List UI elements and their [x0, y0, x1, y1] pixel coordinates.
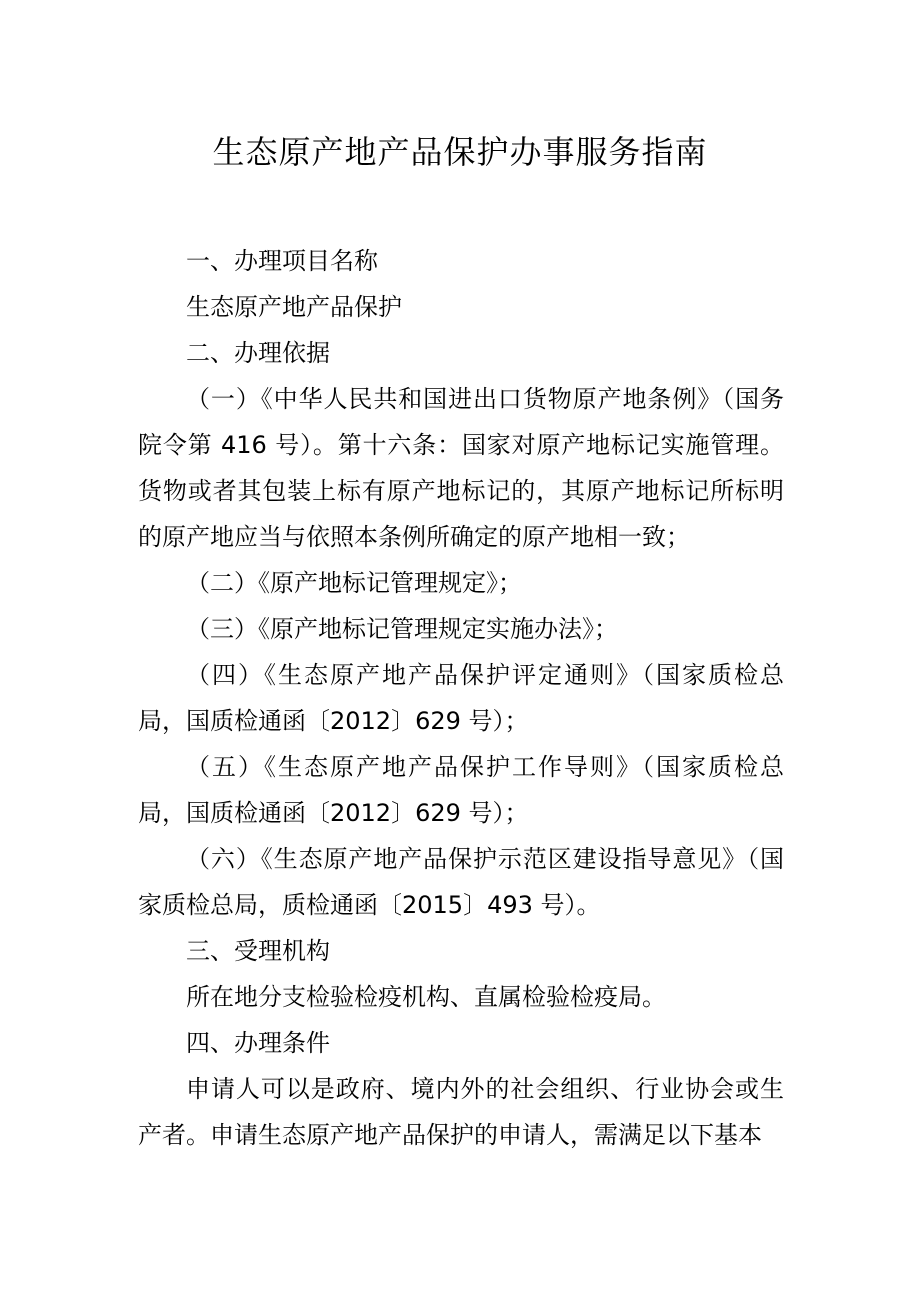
section-heading-project-name: 一、办理项目名称 [186, 247, 378, 275]
legal-basis-item-1: （一）《中华人民共和国进出口货物原产地条例》（国务院令第 416 号）。第十六条：国家对原产地标记实施管理。货物或者其包装上标有原产地标记的，其原产地标记所标明的原产地应当与依照本条例所确定的原产地相一致； [138, 385, 784, 551]
legal-basis-item-4: （四）《生态原产地产品保护评定通则》（国家质检总局，国质检通函〔2012〕629 号）； [138, 661, 784, 735]
legal-basis-item-2: （二）《原产地标记管理规定》； [186, 569, 522, 597]
conditions-text: 申请人可以是政府、境内外的社会组织、行业协会或生产者。申请生态原产地产品保护的申请人，需满足以下基本 [138, 1075, 784, 1149]
document-title: 生态原产地产品保护办事服务指南 [212, 133, 708, 171]
legal-basis-item-5: （五）《生态原产地产品保护工作导则》（国家质检总局，国质检通函〔2012〕629 号）； [138, 753, 784, 827]
accepting-agency-text: 所在地分支检验检疫机构、直属检验检疫局。 [186, 983, 666, 1011]
legal-basis-item-6: （六）《生态原产地产品保护示范区建设指导意见》（国家质检总局，质检通函〔2015〕493 号）。 [138, 845, 784, 919]
section-heading-conditions: 四、办理条件 [186, 1029, 330, 1057]
section-heading-accepting-agency: 三、受理机构 [186, 937, 330, 965]
document-body [138, 238, 784, 1158]
project-name-text: 生态原产地产品保护 [186, 293, 402, 321]
legal-basis-item-3: （三）《原产地标记管理规定实施办法》； [186, 615, 618, 643]
section-heading-legal-basis: 二、办理依据 [186, 339, 330, 367]
